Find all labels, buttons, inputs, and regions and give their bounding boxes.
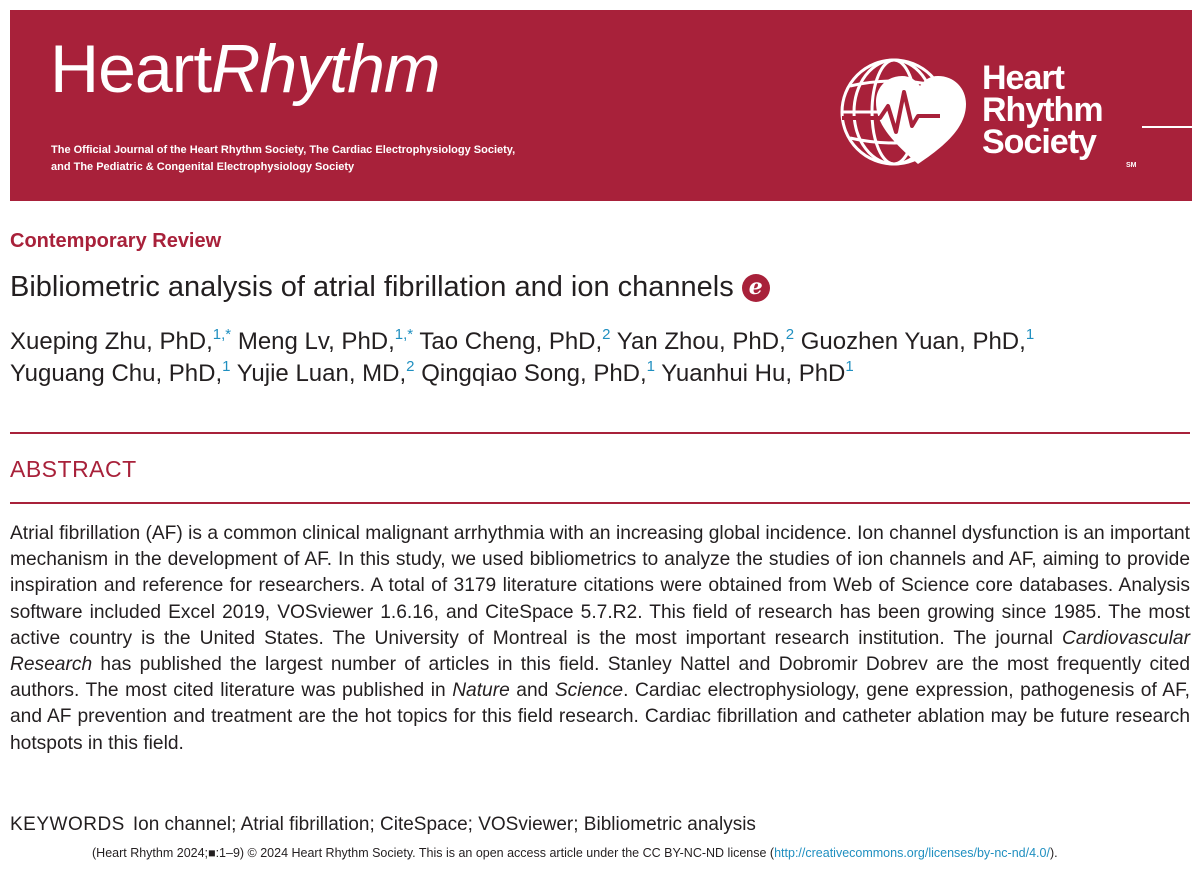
author: [421, 360, 655, 387]
electronic-supplement-icon[interactable]: e: [742, 274, 770, 302]
journal-subtitle: [51, 142, 571, 176]
author-line-1: [10, 326, 1195, 358]
author-list: [10, 326, 1195, 390]
article-title-text: Bibliometric analysis of atrial fibrillation and ion channels: [10, 271, 734, 303]
abstract-part2: has published the largest number of articles in this field. Stanley Nattel and Dobromir Dobrev are the most frequently cited authors. The most cited literature was published in: [10, 654, 1190, 702]
author-affiliation[interactable]: 2: [406, 358, 415, 375]
society-name-line3: Society: [982, 123, 1096, 161]
author-affiliation[interactable]: 2: [785, 326, 795, 343]
keywords: [10, 814, 756, 836]
author: [661, 360, 853, 387]
author-affiliation[interactable]: 1,*: [394, 326, 414, 343]
keywords-label: KEYWORDS: [10, 814, 125, 835]
article-type: Contemporary Review: [10, 230, 222, 252]
author: [617, 328, 794, 355]
society-name-line1: Heart: [982, 59, 1064, 97]
abstract-science: Science: [554, 680, 624, 702]
keywords-value: Ion channel; Atrial fibrillation; CiteSpace; VOSviewer; Bibliometric analysis: [132, 814, 756, 835]
author-name: Meng Lv, PhD,: [237, 328, 395, 355]
author-name: Xueping Zhu, PhD,: [10, 328, 213, 355]
journal-title-part1: Heart: [50, 31, 212, 107]
journal-title: [50, 28, 440, 110]
abstract-part1: Atrial fibrillation (AF) is a common clinical malignant arrhythmia with an increasing global incidence. Ion channel dysfunction is an important mechanism in the development of AF. In this study, we used bibliometrics to analyze the studies of ion channels and AF, aiming to provide inspiration and reference for researchers. A total of 3179 literature citations were obtained from Web of Science core databases. Analysis software included Excel 2019, VOSviewer 1.6.16, and CiteSpace 5.7.R2. This field of research has been growing since 1985. The most active country is the United States. The University of Montreal is the most important research institution. The journal: [10, 523, 1190, 649]
society-name: [982, 59, 1103, 161]
abstract-journal-name: Cardiovascular Research: [10, 627, 1190, 676]
author: [801, 328, 1034, 355]
author: [238, 328, 413, 355]
author-affiliation[interactable]: 1: [646, 358, 656, 375]
citation-text: (Heart Rhythm 2024;■:1–9) © 2024 Heart Rhythm Society. This is an open access article under the CC BY-NC-ND license (: [92, 846, 775, 860]
banner-rule: [1142, 126, 1192, 128]
heart-globe-icon: [836, 52, 972, 170]
article-title: [10, 271, 770, 304]
abstract-nature: Nature: [452, 680, 510, 702]
author-affiliation[interactable]: 2: [602, 326, 611, 343]
society-name-line2: Rhythm: [982, 91, 1103, 129]
abstract-part3: . Cardiac electrophysiology, gene expression, pathogenesis of AF, and AF prevention and treatment are the hot topics for this field research. Cardiac fibrillation and catheter ablation may be future research hotspots in this field.: [10, 680, 1190, 754]
journal-banner: [10, 10, 1192, 201]
author-name: Yan Zhou, PhD,: [616, 328, 786, 355]
abstract-rule-top: [10, 432, 1190, 434]
journal-title-part2: Rhythm: [211, 31, 440, 107]
citation-end: ).: [1049, 846, 1058, 860]
author-affiliation[interactable]: 1,*: [212, 326, 232, 343]
citation-line: [92, 846, 1058, 860]
license-link[interactable]: http://creativecommons.org/licenses/by-nc-nd/4.0/: [774, 846, 1050, 860]
service-mark: SM: [1126, 162, 1137, 169]
author-affiliation[interactable]: 1: [222, 358, 231, 375]
author-affiliation[interactable]: 1: [845, 358, 854, 375]
author-name: Yujie Luan, MD,: [236, 360, 407, 387]
abstract-heading: ABSTRACT: [10, 456, 137, 482]
author: [10, 360, 231, 387]
author: [237, 360, 415, 387]
abstract-text: [10, 521, 1190, 757]
author-name: Yuguang Chu, PhD,: [10, 360, 223, 387]
author: [10, 328, 231, 355]
journal-subtitle-line2: and The Pediatric & Congenital Electrophysiology Society: [51, 161, 355, 173]
author-line-2: [10, 358, 1195, 390]
author-name: Guozhen Yuan, PhD,: [800, 328, 1026, 355]
author-name: Yuanhui Hu, PhD: [661, 360, 846, 387]
author-name: Qingqiao Song, PhD,: [421, 360, 647, 387]
author-name: Tao Cheng, PhD,: [419, 328, 603, 355]
author: [419, 328, 610, 355]
journal-subtitle-line1: The Official Journal of the Heart Rhythm Society, The Cardiac Electrophysiology Society,: [51, 144, 516, 156]
abstract-rule-bottom: [10, 502, 1190, 504]
author-affiliation[interactable]: 1: [1025, 326, 1035, 343]
abstract-and: and: [509, 680, 555, 702]
